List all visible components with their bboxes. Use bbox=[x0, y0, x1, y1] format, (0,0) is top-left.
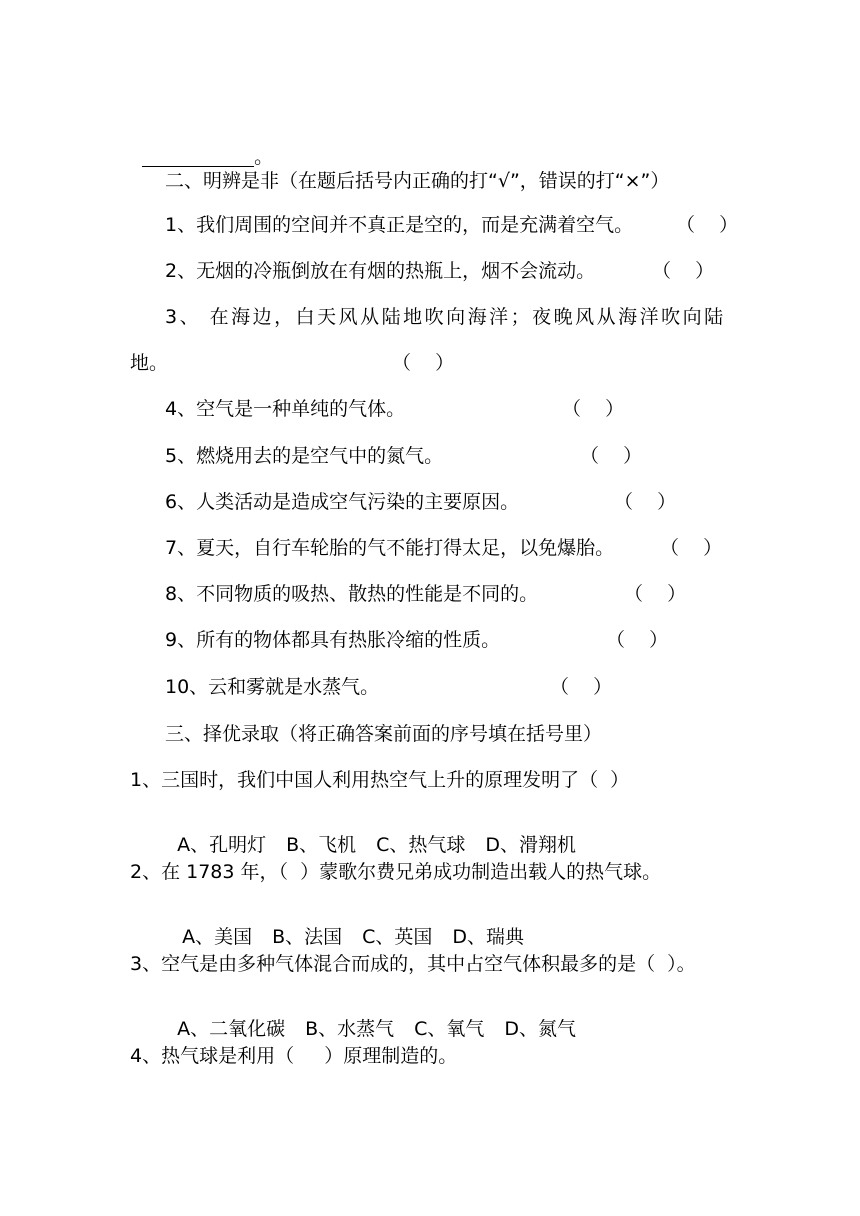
mc-question-1: 1、三国时，我们中国人利用热空气上升的原理发明了（ ） bbox=[130, 769, 630, 791]
tf-item-1: 1、我们周围的空间并不真正是空的，而是充满着空气。 bbox=[165, 214, 634, 236]
section-3-title: 三、择优录取（将正确答案前面的序号填在括号里） bbox=[165, 723, 603, 745]
answer-parenthesis: （ ） bbox=[652, 260, 715, 282]
answer-parenthesis: （ ） bbox=[580, 445, 643, 467]
mc-options-3 bbox=[165, 1001, 596, 1039]
mc-question-3: 3、空气是由多种气体混合而成的，其中占空气体积最多的是（ ）。 bbox=[130, 953, 696, 975]
tf-item-5: 5、燃烧用去的是空气中的氮气。 bbox=[165, 445, 444, 467]
answer-parenthesis: （ ） bbox=[624, 583, 687, 605]
tf-item-6: 6、人类活动是造成空气污染的主要原因。 bbox=[165, 491, 520, 513]
option-c: C、英国 bbox=[362, 926, 433, 948]
tf-item-8: 8、不同物质的吸热、散热的性能是不同的。 bbox=[165, 583, 539, 605]
tf-item-9: 9、所有的物体都具有热胀冷缩的性质。 bbox=[165, 629, 501, 651]
tf-item-3: 3、 在海边，白天风从陆地吹向海洋；夜晚风从海洋吹向陆 bbox=[165, 306, 726, 328]
blank-tail: 。 bbox=[254, 146, 274, 168]
mc-question-4: 4、热气球是利用（ ）原理制造的。 bbox=[130, 1045, 458, 1067]
answer-parenthesis: （ ） bbox=[606, 629, 669, 651]
answer-parenthesis: （ ） bbox=[676, 214, 739, 236]
tf-item-2: 2、无烟的冷瓶倒放在有烟的热瓶上，烟不会流动。 bbox=[165, 260, 596, 282]
option-d: D、滑翔机 bbox=[485, 834, 577, 856]
blank-underline bbox=[142, 147, 254, 167]
option-d: D、氮气 bbox=[504, 1018, 577, 1040]
answer-parenthesis: （ ） bbox=[550, 676, 613, 698]
option-a: A、美国 bbox=[182, 926, 253, 948]
option-b: B、水蒸气 bbox=[305, 1018, 395, 1040]
option-a: A、二氧化碳 bbox=[177, 1018, 286, 1040]
tf-item-7: 7、夏天，自行车轮胎的气不能打得太足，以免爆胎。 bbox=[165, 537, 615, 559]
tf-item-3-cont: 地。 bbox=[130, 352, 169, 374]
mc-options-1 bbox=[165, 817, 596, 855]
tf-item-4: 4、空气是一种单纯的气体。 bbox=[165, 398, 406, 420]
option-b: B、飞机 bbox=[286, 834, 357, 856]
option-b: B、法国 bbox=[272, 926, 343, 948]
answer-parenthesis: （ ） bbox=[392, 352, 455, 374]
option-a: A、孔明灯 bbox=[177, 834, 267, 856]
answer-parenthesis: （ ） bbox=[562, 398, 625, 420]
answer-blank-line bbox=[130, 128, 273, 167]
mc-question-2: 2、在 1783 年，（ ）蒙歌尔费兄弟成功制造出载人的热气球。 bbox=[130, 861, 662, 883]
option-c: C、氧气 bbox=[414, 1018, 485, 1040]
mc-options-2 bbox=[170, 909, 544, 947]
option-d: D、瑞典 bbox=[452, 926, 525, 948]
answer-parenthesis: （ ） bbox=[614, 491, 677, 513]
option-c: C、热气球 bbox=[376, 834, 466, 856]
tf-item-10: 10、云和雾就是水蒸气。 bbox=[165, 676, 380, 698]
section-2-title: 二、明辨是非（在题后括号内正确的打“√”，错误的打“×”） bbox=[165, 170, 670, 192]
answer-parenthesis: （ ） bbox=[660, 537, 723, 559]
